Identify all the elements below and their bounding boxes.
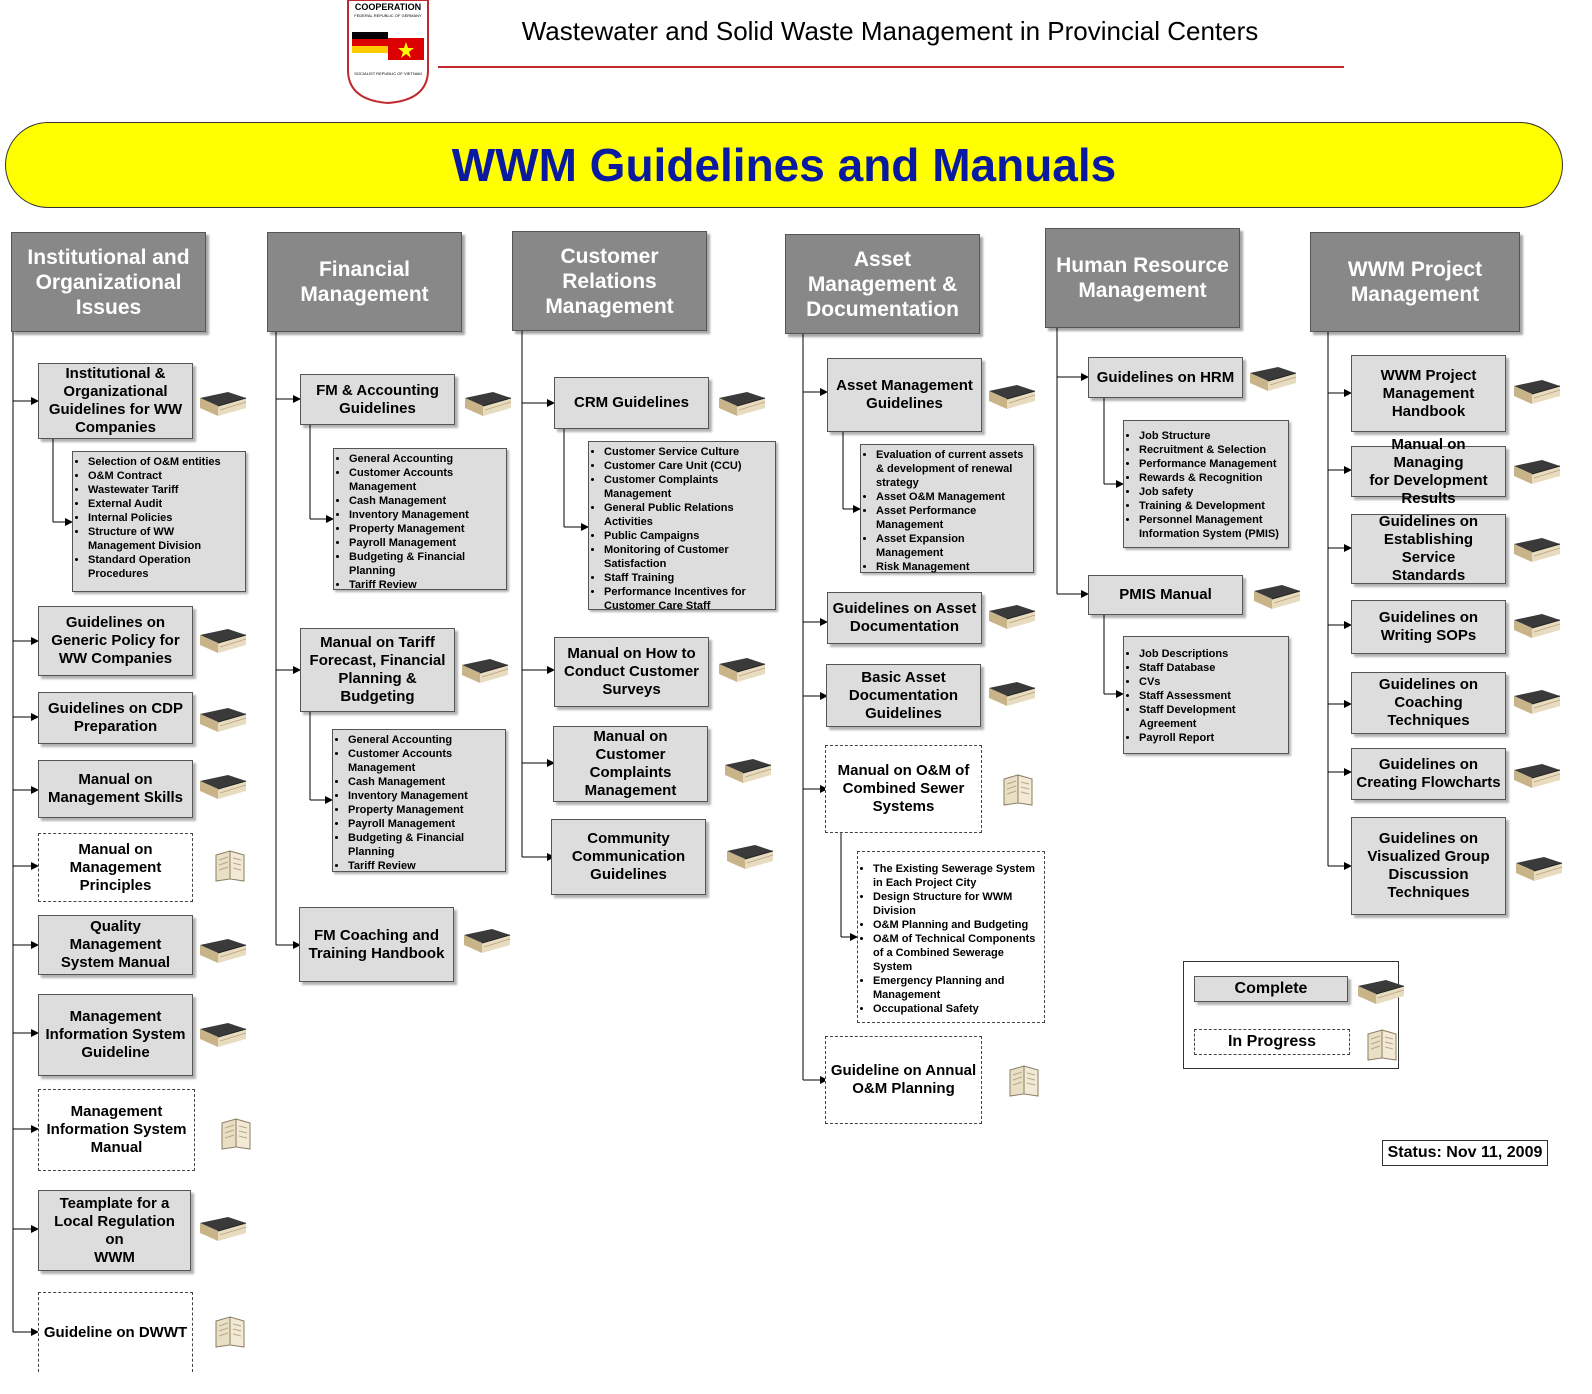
doc-combined-sewer-manual[interactable]: Manual on O&M of Combined Sewer Systems <box>825 745 982 833</box>
list-item: • O&M Contract <box>88 469 241 483</box>
list-item: • Staff Training <box>604 571 771 585</box>
list-item: • Customer Care Unit (CCU) <box>604 459 771 473</box>
list-item: • Inventory Management <box>348 789 501 803</box>
column-header-institutional: Institutional and Organizational Issues <box>11 232 206 332</box>
list-item: • Rewards & Recognition <box>1139 471 1284 485</box>
list-item: • Performance Management <box>1139 457 1284 471</box>
page-header-title: Wastewater and Solid Waste Management in Provincial Centers <box>521 16 1259 46</box>
list-item: • Customer Accounts Management <box>348 747 501 775</box>
list-item: • Staff Assessment <box>1139 689 1284 703</box>
doc-fm-coaching-handbook[interactable]: FM Coaching and Training Handbook <box>299 907 454 982</box>
status-date: Status: Nov 11, 2009 <box>1382 1140 1548 1166</box>
doc-management-skills[interactable]: Manual on Management Skills <box>38 760 193 818</box>
doc-mis-guideline[interactable]: Management Information System Guideline <box>38 994 193 1076</box>
list-item: • Standard Operation Procedures <box>88 553 241 581</box>
complete-book-icon <box>1248 365 1298 400</box>
list-item: • Training & Development <box>1139 499 1284 513</box>
complete-book-icon <box>462 927 512 962</box>
list-item: • Customer Complaints Management <box>604 473 771 501</box>
list-tariff-topics <box>332 729 506 872</box>
complete-book-icon <box>717 390 767 425</box>
column-header-hr: Human Resource Management <box>1045 228 1240 328</box>
complete-book-icon <box>198 773 248 808</box>
doc-pmis-manual[interactable]: PMIS Manual <box>1088 575 1243 615</box>
doc-asset-management-guidelines[interactable]: Asset Management Guidelines <box>827 358 982 432</box>
title-banner <box>5 122 1563 208</box>
doc-annual-om-planning[interactable]: Guideline on Annual O&M Planning <box>825 1036 982 1124</box>
list-item: • CVs <box>1139 675 1284 689</box>
list-item: • Tariff Review <box>349 578 502 592</box>
list-item: • Structure of WW Management Division <box>88 525 241 553</box>
in-progress-book-icon <box>998 773 1038 812</box>
complete-book-icon <box>725 843 775 878</box>
list-item: • Staff Database <box>1139 661 1284 675</box>
doc-service-standards[interactable]: Guidelines on Establishing Service Standards <box>1351 514 1506 584</box>
doc-complaints-manual[interactable]: Manual on Customer Complaints Management <box>553 726 708 802</box>
doc-group-discussion[interactable]: Guidelines on Visualized Group Discussion Techniques <box>1351 817 1506 915</box>
list-item: • Monitoring of Customer Satisfaction <box>604 543 771 571</box>
list-hrm-topics <box>1123 420 1289 548</box>
complete-book-icon <box>1512 458 1562 493</box>
complete-book-icon <box>1512 612 1562 647</box>
list-item: • Personnel Management Information System (PMIS) <box>1139 513 1284 541</box>
logo-bottom-text: SOCIALIST REPUBLIC OF VIETNAM <box>354 71 422 76</box>
list-item: • Internal Policies <box>88 511 241 525</box>
list-item: • Performance Incentives for Customer Care Staff <box>604 585 771 613</box>
complete-book-icon <box>1512 688 1562 723</box>
column-header-financial: Financial Management <box>267 232 462 332</box>
list-item: • Emergency Planning and Management <box>873 974 1040 1002</box>
list-item: • Job safety <box>1139 485 1284 499</box>
list-item: • Payroll Report <box>1139 731 1284 745</box>
doc-management-principles[interactable]: Manual on Management Principles <box>38 833 193 902</box>
doc-crm-guidelines[interactable]: CRM Guidelines <box>554 377 709 429</box>
doc-hrm-guidelines[interactable]: Guidelines on HRM <box>1088 357 1243 398</box>
list-combined-sewer-topics <box>857 851 1045 1023</box>
doc-dwwt-guideline[interactable]: Guideline on DWWT <box>38 1292 193 1372</box>
list-item: • O&M of Technical Components of a Combined Sewerage System <box>873 932 1040 974</box>
doc-basic-asset-documentation[interactable]: Basic Asset Documentation Guidelines <box>826 664 981 727</box>
legend-in-progress-label: In Progress <box>1194 1029 1350 1055</box>
doc-mis-manual[interactable]: Management Information System Manual <box>38 1089 195 1171</box>
list-item: • General Accounting <box>348 733 501 747</box>
list-item: • Budgeting & Financial Planning <box>348 831 501 859</box>
complete-book-icon <box>1514 855 1564 890</box>
list-item: • Inventory Management <box>349 508 502 522</box>
cooperation-logo <box>346 0 430 104</box>
column-header-asset: Asset Management & Documentation <box>785 234 980 334</box>
legend-complete-label: Complete <box>1194 976 1348 1002</box>
doc-tariff-forecast-manual[interactable]: Manual on Tariff Forecast, Financial Planning & Budgeting <box>300 628 455 712</box>
banner-title: WWM Guidelines and Manuals <box>451 139 1117 191</box>
complete-book-icon <box>460 657 510 692</box>
list-item: • Property Management <box>349 522 502 536</box>
complete-book-icon <box>463 390 513 425</box>
list-item: • Customer Accounts Management <box>349 466 502 494</box>
list-item: • Design Structure for WWM Division <box>873 890 1040 918</box>
complete-book-icon <box>987 603 1037 638</box>
list-item: • Customer Service Culture <box>604 445 771 459</box>
list-item: • Wastewater Tariff <box>88 483 241 497</box>
complete-book-icon <box>1356 978 1406 1013</box>
list-item: • Selection of O&M entities <box>88 455 241 469</box>
list-item: • Public Campaigns <box>604 529 771 543</box>
list-item: • Tariff Review <box>348 859 501 873</box>
logo-top-text: COOPERATION <box>354 2 422 12</box>
complete-book-icon <box>717 656 767 691</box>
list-item: • General Accounting <box>349 452 502 466</box>
in-progress-book-icon <box>210 849 250 888</box>
complete-book-icon <box>1512 762 1562 797</box>
doc-fm-accounting-guidelines[interactable]: FM & Accounting Guidelines <box>300 374 455 425</box>
list-item: • Asset Performance Management <box>876 504 1029 532</box>
list-item: • Job Descriptions <box>1139 647 1284 661</box>
list-item: • Staff Development Agreement <box>1139 703 1284 731</box>
list-item: • Risk Management <box>876 560 1029 574</box>
complete-book-icon <box>987 680 1037 715</box>
doc-quality-management[interactable]: Quality Management System Manual <box>38 915 193 975</box>
list-item: • Recruitment & Selection <box>1139 443 1284 457</box>
logo-sub-text: FEDERAL REPUBLIC OF GERMANY <box>354 13 422 18</box>
complete-book-icon <box>987 383 1037 418</box>
list-item: • Cash Management <box>348 775 501 789</box>
in-progress-book-icon <box>210 1315 250 1354</box>
list-item: • O&M Planning and Budgeting <box>873 918 1040 932</box>
list-item: • Asset O&M Management <box>876 490 1029 504</box>
doc-cdp-preparation[interactable]: Guidelines on CDP Preparation <box>38 692 193 744</box>
doc-coaching-techniques[interactable]: Guidelines on Coaching Techniques <box>1351 672 1506 734</box>
doc-creating-flowcharts[interactable]: Guidelines on Creating Flowcharts <box>1351 748 1506 800</box>
complete-book-icon <box>198 706 248 741</box>
list-item: • Cash Management <box>349 494 502 508</box>
complete-book-icon <box>198 1021 248 1056</box>
doc-institutional-guidelines[interactable]: Institutional & Organizational Guidelines for WW Companies <box>38 363 193 439</box>
list-item: • The Existing Sewerage System in Each Project City <box>873 862 1040 890</box>
column-header-project: WWM Project Management <box>1310 232 1520 332</box>
doc-project-handbook[interactable]: WWM Project Management Handbook <box>1351 355 1506 432</box>
in-progress-book-icon <box>216 1117 256 1156</box>
list-item: • Job Structure <box>1139 429 1284 443</box>
header-rule <box>438 66 1344 68</box>
doc-generic-policy[interactable]: Guidelines on Generic Policy for WW Companies <box>38 606 193 676</box>
list-pmis-topics <box>1123 636 1289 754</box>
list-item: • Payroll Management <box>349 536 502 550</box>
doc-asset-documentation-guidelines[interactable]: Guidelines on Asset Documentation <box>827 592 982 644</box>
complete-book-icon <box>198 390 248 425</box>
list-item: • External Audit <box>88 497 241 511</box>
doc-community-communication[interactable]: Community Communication Guidelines <box>551 819 706 895</box>
list-fm-topics <box>333 448 507 590</box>
list-item: • Property Management <box>348 803 501 817</box>
list-item: • Payroll Management <box>348 817 501 831</box>
list-asset-topics <box>860 444 1034 573</box>
in-progress-book-icon <box>1004 1064 1044 1103</box>
list-item: • Occupational Safety <box>873 1002 1040 1016</box>
list-item: • Asset Expansion Management <box>876 532 1029 560</box>
complete-book-icon <box>198 937 248 972</box>
complete-book-icon <box>1512 378 1562 413</box>
doc-customer-surveys-manual[interactable]: Manual on How to Conduct Customer Surveys <box>554 637 709 707</box>
list-item: • General Public Relations Activities <box>604 501 771 529</box>
complete-book-icon <box>1512 536 1562 571</box>
column-header-crm: Customer Relations Management <box>512 231 707 331</box>
in-progress-book-icon <box>1362 1028 1402 1067</box>
list-item: • Budgeting & Financial Planning <box>349 550 502 578</box>
complete-book-icon <box>198 627 248 662</box>
list-crm-topics <box>588 441 776 610</box>
complete-book-icon <box>1252 583 1302 618</box>
list-institutional-topics <box>72 451 246 592</box>
complete-book-icon <box>198 1215 248 1250</box>
complete-book-icon <box>723 757 773 792</box>
doc-local-regulation-template[interactable]: Teamplate for a Local Regulation on WWM <box>38 1190 191 1271</box>
doc-writing-sops[interactable]: Guidelines on Writing SOPs <box>1351 600 1506 654</box>
doc-mfdr-manual[interactable]: Manual on Managing for Development Results <box>1351 446 1506 497</box>
list-item: • Evaluation of current assets & development of renewal strategy <box>876 448 1029 490</box>
